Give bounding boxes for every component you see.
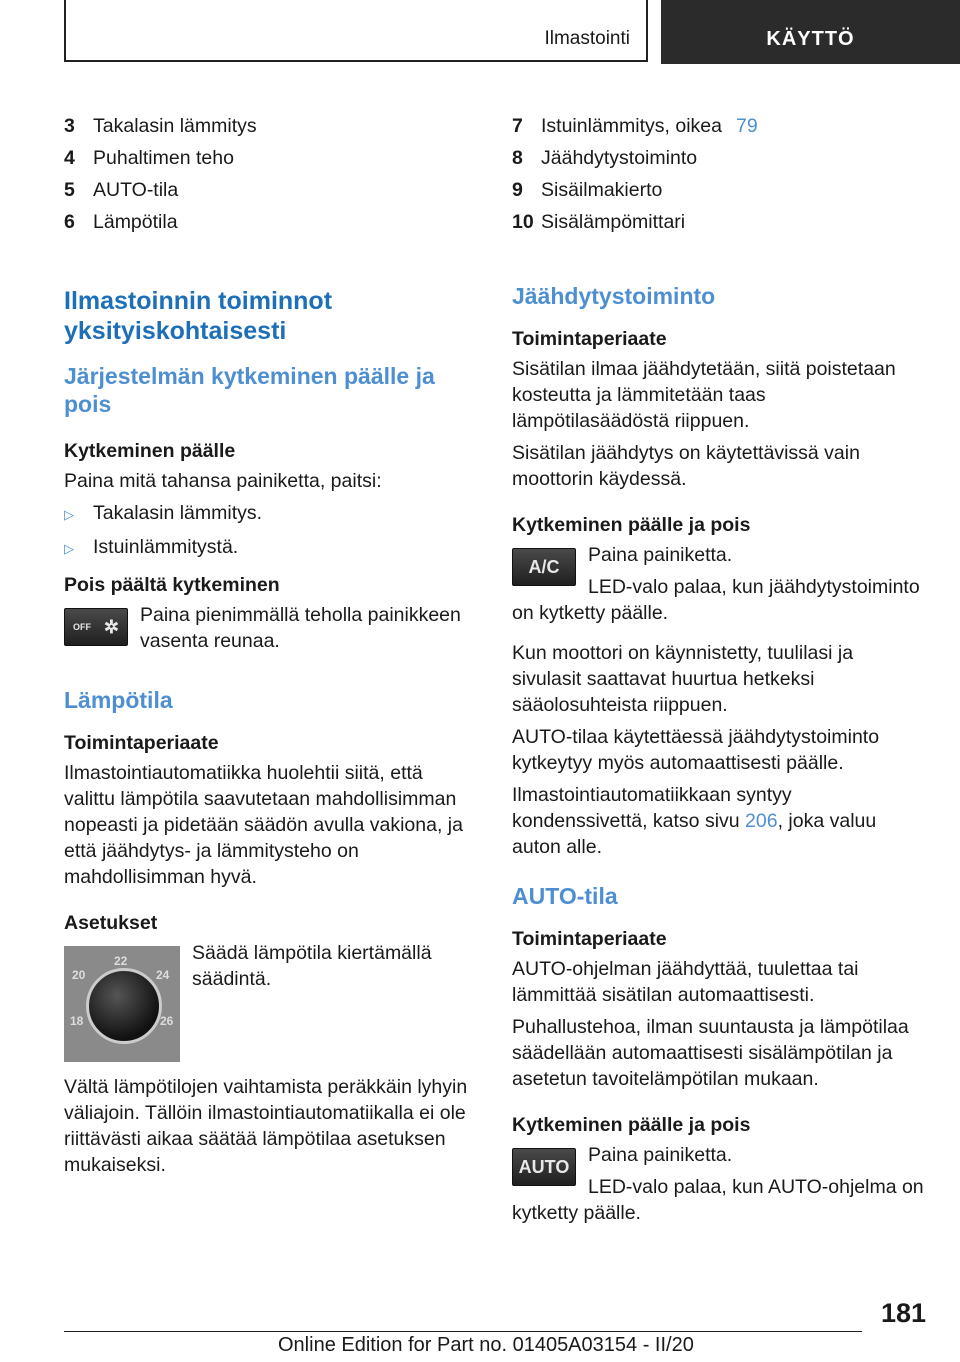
ac-figure-row <box>512 542 926 632</box>
temperature-knob-image <box>64 946 180 1062</box>
legend-item: 8 Jäähdytystoiminto <box>512 147 698 169</box>
settings-heading: Asetukset <box>64 912 158 934</box>
knob-tick: 26 <box>160 1014 174 1028</box>
cool-p3: Kun moottori on käynnistetty, tuulilasi ja sivulasit saattavat huurtua hetkeksi sääolosuhteista riippuen. <box>512 642 854 716</box>
auto-led-text: LED-valo palaa, kun AUTO-ohjelma on kytketty päälle. <box>512 1176 924 1224</box>
switch-on-text: Paina mitä tahansa painiketta, paitsi: <box>64 470 382 492</box>
settings-text: Säädä lämpötila kiertämällä säädintä. <box>192 942 432 990</box>
page-link[interactable]: 79 <box>735 115 758 137</box>
fan-icon: ✲ <box>103 617 119 637</box>
off-label: OFF <box>73 622 91 632</box>
ac-button-image: A/C <box>512 548 576 586</box>
left-column <box>64 110 478 1184</box>
legend-item: 7 Istuinlämmitys, oikea 79 <box>512 115 758 137</box>
chapter-tab: KÄYTTÖ <box>661 0 960 64</box>
knob-tick: 18 <box>70 1014 84 1028</box>
auto-heading: AUTO-tila <box>512 883 618 909</box>
knob-tick: 20 <box>72 968 86 982</box>
legend-item: 5 AUTO-tila <box>64 179 179 201</box>
ac-press-text: Paina painiketta. <box>588 544 733 566</box>
auto-onoff-heading: Kytkeminen päälle ja pois <box>512 1114 751 1136</box>
page-link[interactable]: 206 <box>745 810 778 832</box>
switch-off-heading: Pois päältä kytkeminen <box>64 574 280 596</box>
legend-list-left <box>64 110 478 238</box>
legend-item: 10 Sisälämpömittari <box>512 211 686 233</box>
triangle-bullet-icon: ▷ <box>64 507 74 522</box>
exception-list <box>64 500 478 562</box>
auto-p2: Puhallustehoa, ilman suuntausta ja lämpötilaa säädellään automaattisesti sisälämpötilan ja asetetun tavoitelämpötilan mukaan. <box>512 1016 909 1090</box>
cool-p4: AUTO-tilaa käytettäessä jäähdytystoiminto kytkeytyy myös automaattisesti päälle. <box>512 726 880 774</box>
temp-principle-text: Ilmastointiautomatiikka huolehtii siitä, että valittu lämpötila saavutetaan mahdollisimman nopeasti ja pidetään säädön avulla vakiona, ja että jäähdytys- ja lämmitysteho on mahdollisimman hyvä. <box>64 762 463 888</box>
auto-figure-row <box>512 1142 926 1232</box>
edition-text: Online Edition for Part no. 01405A03154 - II/20 <box>278 1334 694 1356</box>
auto-p1: AUTO-ohjelman jäähdyttää, tuulettaa tai lämmittää sisätilan automaattisesti. <box>512 958 859 1006</box>
avoid-text: Vältä lämpötilojen vaihtamista peräkkäin lyhyin väliajoin. Tällöin ilmastointiautomatiikalla ei ole riittävästi aikaa säätää lämpötilaa asetuksen mukaiseksi. <box>64 1076 468 1176</box>
legend-item: 4 Puhaltimen teho <box>64 147 234 169</box>
footer-divider <box>64 1331 862 1332</box>
dial-icon <box>86 968 162 1044</box>
list-item: ▷ Takalasin lämmitys. <box>64 500 478 528</box>
cool-p1: Sisätilan ilmaa jäähdytetään, siitä poistetaan kosteutta ja lämmitetään taas lämpötilasäädöstä riippuen. <box>512 358 896 432</box>
legend-item: 9 Sisäilmakierto <box>512 179 663 201</box>
system-heading: Järjestelmän kytkeminen päälle ja pois <box>64 363 435 417</box>
ac-led-text: LED-valo palaa, kun jäähdytystoiminto on kytketty päälle. <box>512 576 920 624</box>
switch-off-text: Paina pienimmällä teholla painikkeen vasenta reunaa. <box>140 604 461 652</box>
legend-list-right <box>512 110 926 238</box>
off-figure-row <box>64 602 478 660</box>
cool-p5: Ilmastointiautomatiikkaan syntyy kondenssivettä, katso sivu 206, joka valuu auton alle. <box>512 784 877 858</box>
legend-item: 6 Lämpötila <box>64 211 178 233</box>
knob-tick: 24 <box>156 968 170 982</box>
cool-p2: Sisätilan jäähdytys on käytettävissä vain moottorin käydessä. <box>512 442 860 490</box>
switch-on-heading: Kytkeminen päälle <box>64 440 236 462</box>
header-frame <box>64 0 648 62</box>
right-column <box>512 110 926 1232</box>
triangle-bullet-icon: ▷ <box>64 541 74 556</box>
section-title: Ilmastointi <box>544 28 630 49</box>
list-item: ▷ Istuinlämmitystä. <box>64 534 478 562</box>
temperature-heading: Lämpötila <box>64 687 173 713</box>
chapter-heading: Ilmastoinnin toiminnot yksityiskohtaisesti <box>64 287 333 345</box>
cool-principle-heading: Toimintaperiaate <box>512 328 667 350</box>
auto-button-image: AUTO <box>512 1148 576 1186</box>
legend-item: 3 Takalasin lämmitys <box>64 115 257 137</box>
cooling-heading: Jäähdytystoiminto <box>512 283 716 309</box>
knob-tick: 22 <box>114 954 128 968</box>
page-number: 181 <box>880 1298 926 1328</box>
auto-press-text: Paina painiketta. <box>588 1144 733 1166</box>
cool-onoff-heading: Kytkeminen päälle ja pois <box>512 514 751 536</box>
fan-off-button-image <box>64 608 128 646</box>
knob-figure-row <box>64 940 478 1066</box>
auto-principle-heading: Toimintaperiaate <box>512 928 667 950</box>
temp-principle-heading: Toimintaperiaate <box>64 732 219 754</box>
